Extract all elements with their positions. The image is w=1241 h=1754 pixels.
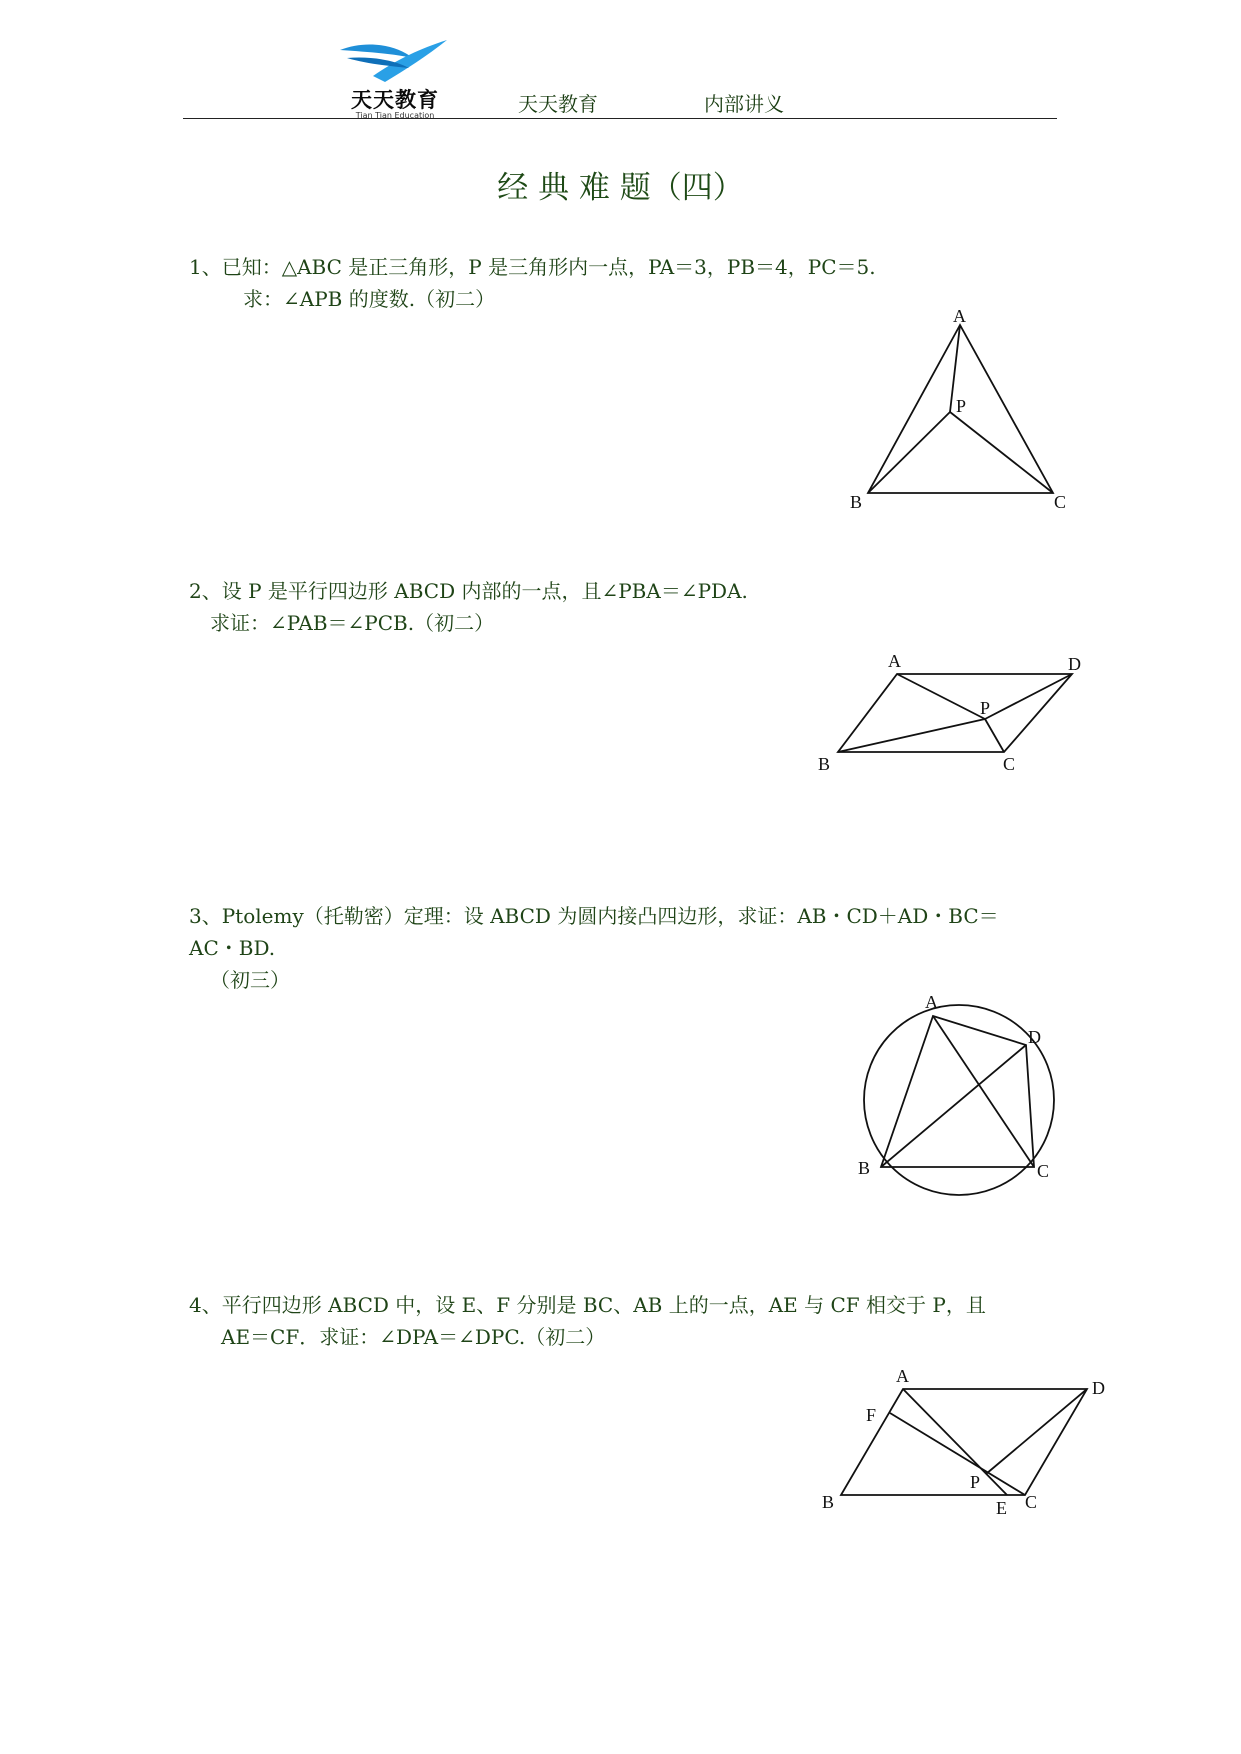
problem-3-statement-cont: AC・BD. xyxy=(189,936,276,960)
label-c: C xyxy=(1054,492,1067,512)
problem-3-figure xyxy=(840,980,1090,1214)
label-p: P xyxy=(970,1472,981,1492)
label-d: D xyxy=(1068,654,1081,674)
problem-1-question: 求：∠APB 的度数.（初二） xyxy=(243,287,496,311)
label-p: P xyxy=(980,698,991,718)
label-d: D xyxy=(1028,1027,1041,1047)
brand-logo xyxy=(335,36,455,121)
header-rule xyxy=(183,118,1057,119)
label-d: D xyxy=(1092,1378,1105,1398)
problem-2-statement: 2、设 P 是平行四边形 ABCD 内部的一点，且∠PBA＝∠PDA. xyxy=(189,579,748,603)
label-c: C xyxy=(1037,1161,1050,1181)
problem-2-figure xyxy=(810,640,1100,784)
problem-3-grade: （初三） xyxy=(210,968,290,992)
problem-4-statement: 4、平行四边形 ABCD 中，设 E、F 分别是 BC、AB 上的一点，AE 与 CF 相交于 P，且 xyxy=(189,1293,986,1317)
label-b: B xyxy=(818,754,831,774)
problem-4-question: AE＝CF．求证：∠DPA＝∠DPC.（初二） xyxy=(221,1325,606,1349)
label-b: B xyxy=(850,492,863,512)
label-a: A xyxy=(953,306,966,326)
label-c: C xyxy=(1025,1492,1038,1512)
problem-1-statement: 1、已知：△ABC 是正三角形，P 是三角形内一点，PA＝3，PB＝4，PC＝5. xyxy=(189,255,876,279)
problem-3-statement: 3、Ptolemy（托勒密）定理：设 ABCD 为圆内接凸四边形，求证：AB・CD＋AD・BC＝ xyxy=(189,904,999,928)
logo-english-name: Tian Tian Education xyxy=(355,111,435,120)
problem-2-question: 求证：∠PAB＝∠PCB.（初二） xyxy=(210,611,495,635)
label-e: E xyxy=(996,1498,1007,1518)
page-title: 经 典 难 题（四） xyxy=(497,170,744,206)
label-b: B xyxy=(858,1158,871,1178)
header-section: 内部讲义 xyxy=(704,92,784,116)
label-a: A xyxy=(925,992,938,1012)
label-c: C xyxy=(1003,754,1016,774)
header-brand: 天天教育 xyxy=(518,92,598,116)
logo-chinese-name: 天天教育 xyxy=(351,88,439,112)
problem-1-figure xyxy=(840,300,1100,534)
label-a: A xyxy=(888,651,901,671)
label-a: A xyxy=(896,1366,909,1386)
label-p: P xyxy=(956,396,967,416)
logo-wings-icon xyxy=(335,36,455,86)
label-b: B xyxy=(822,1492,835,1512)
label-f: F xyxy=(866,1405,877,1425)
problem-4-figure xyxy=(810,1358,1120,1532)
